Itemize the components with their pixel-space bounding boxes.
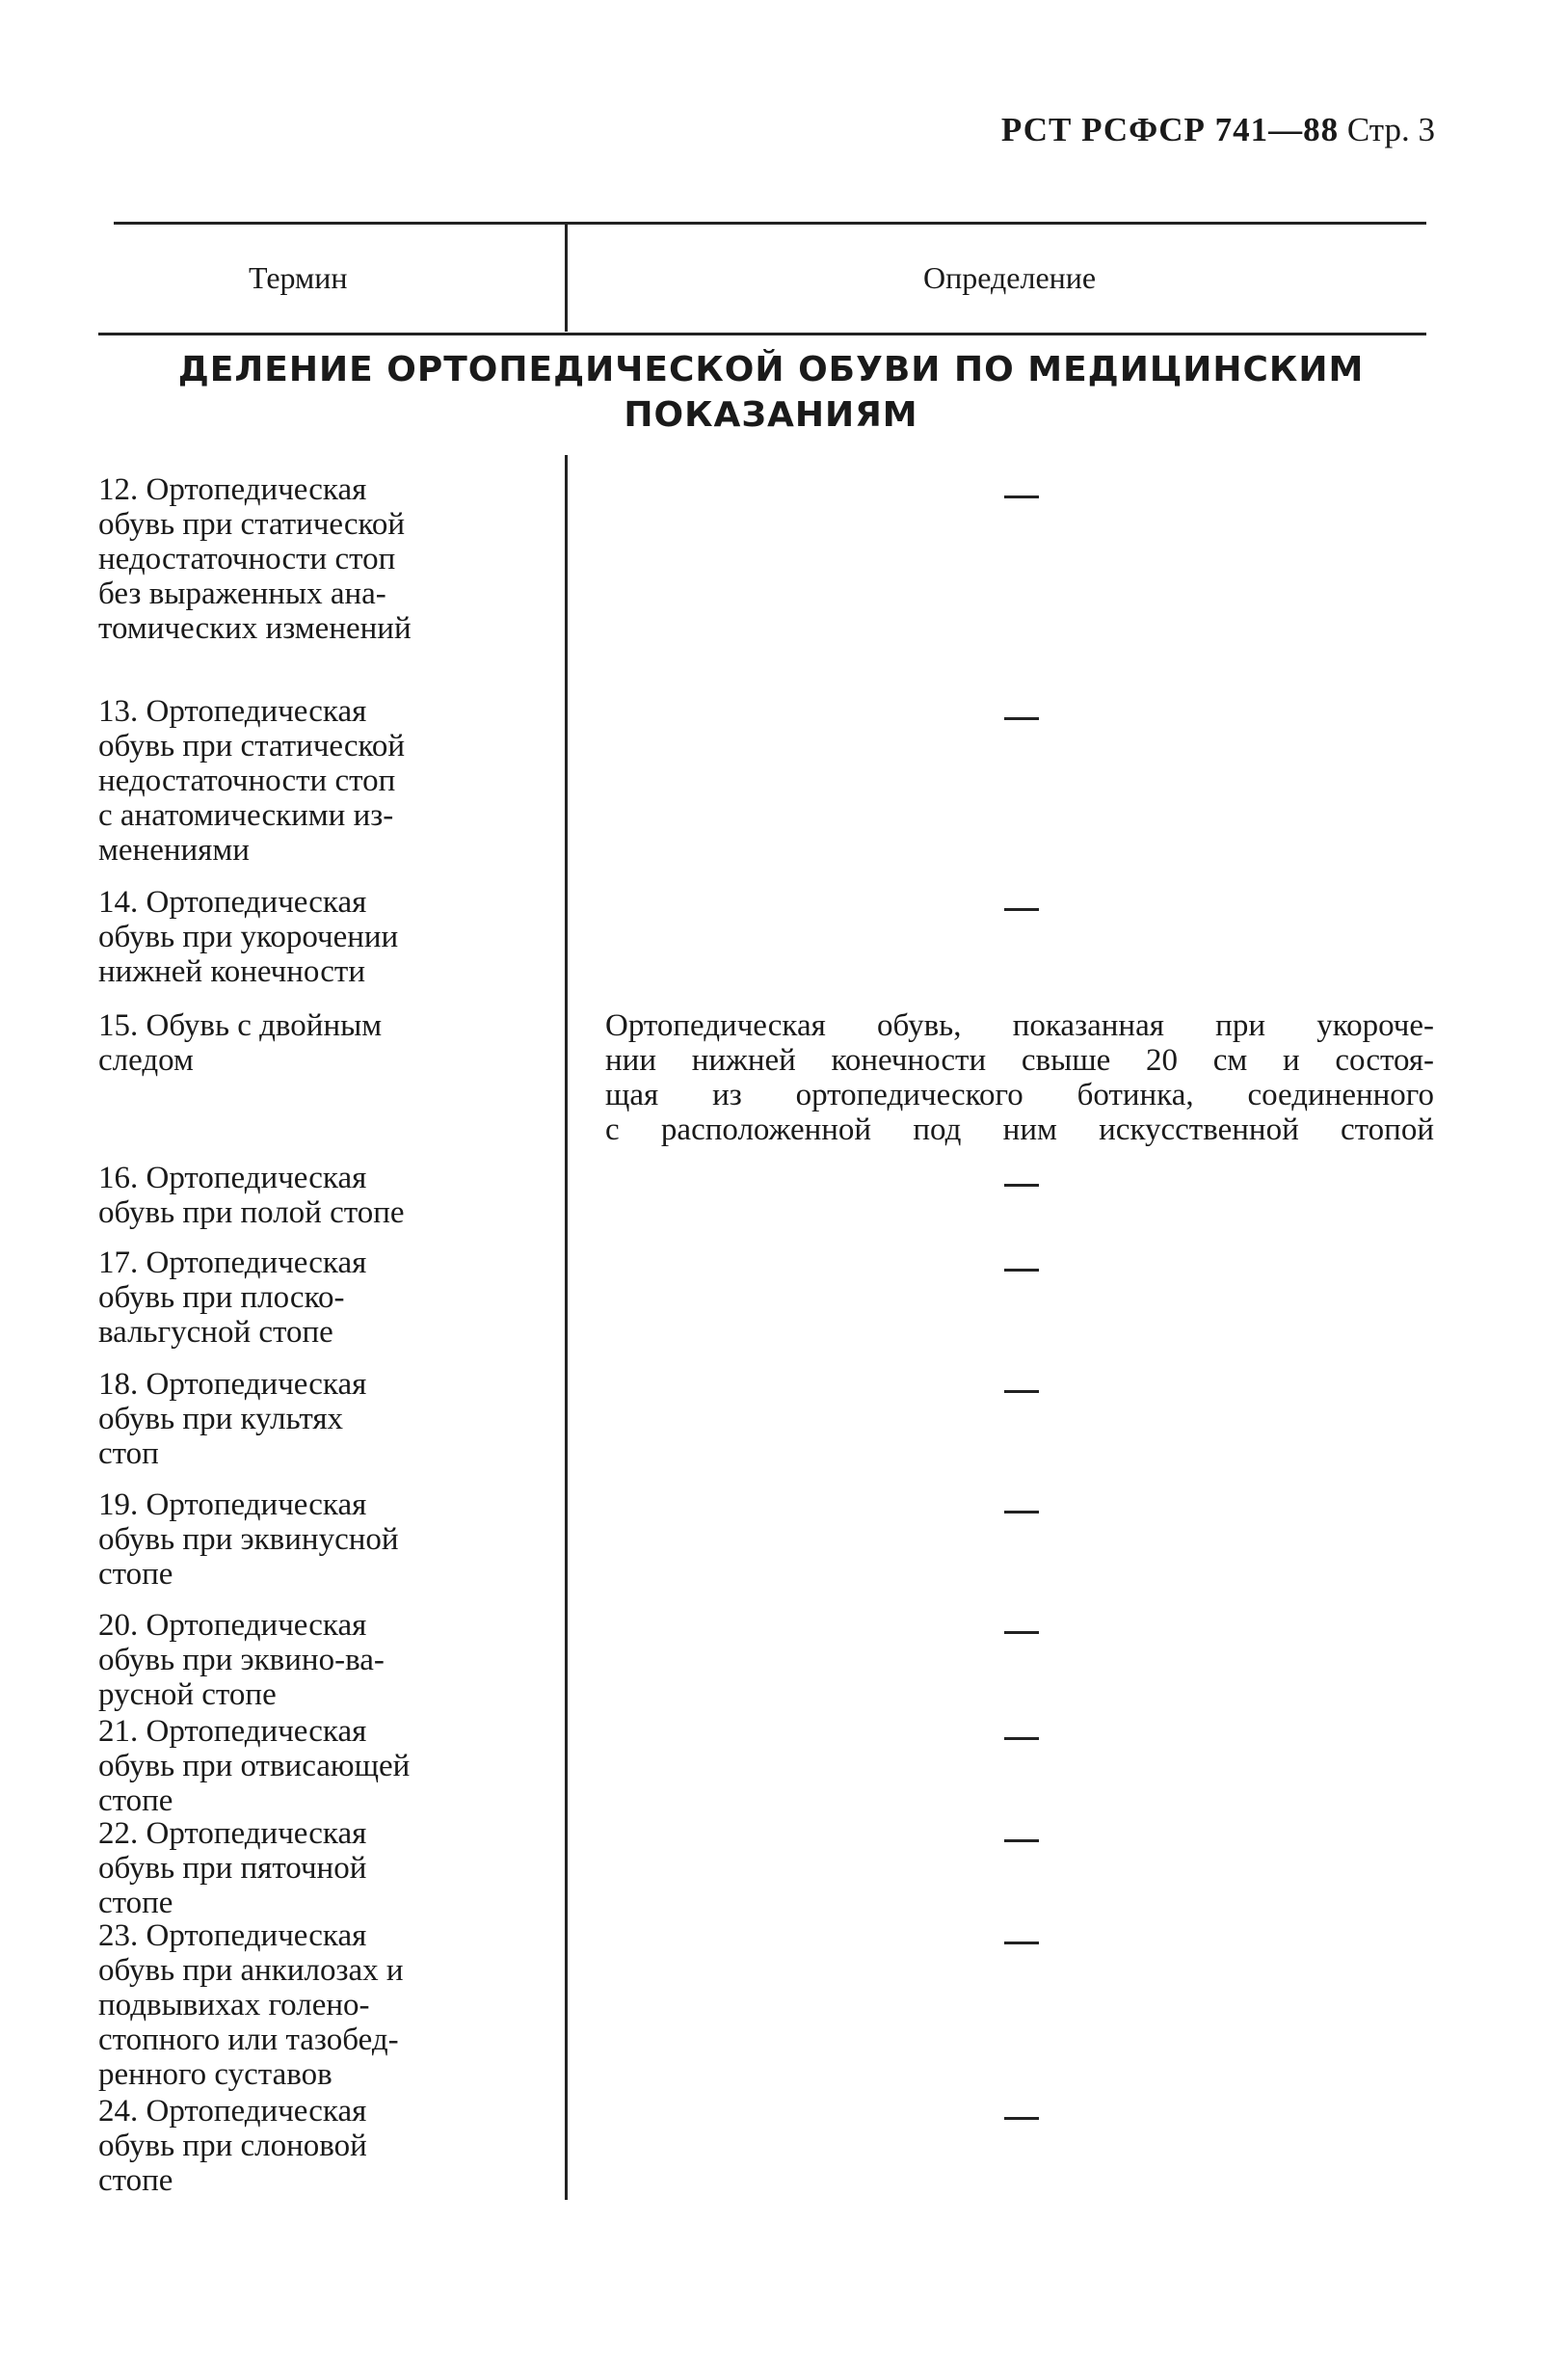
term-number: 15.: [98, 1008, 146, 1043]
definition-line: Ортопедическая обувь, показанная при укороче-: [605, 1008, 1434, 1043]
definition-line: щая из ортопедического ботинка, соединенного: [605, 1078, 1434, 1112]
definition-dash: [1004, 1942, 1039, 1944]
term-entry-21: [98, 1714, 551, 1818]
term-text: Ортопедическая обувь при анкилозах и подвывихах голено- стопного или тазобед- ренного суставов: [98, 1918, 404, 2092]
section-title: ДЕЛЕНИЕ ОРТОПЕДИЧЕСКОЙ ОБУВИ ПО МЕДИЦИНСКИМ ПОКАЗАНИЯМ: [177, 350, 1365, 435]
definition-dash: [1004, 1269, 1039, 1272]
term-entry-19: [98, 1487, 551, 1592]
term-text: Ортопедическая обувь при эквино-ва- русной стопе: [98, 1608, 385, 1712]
term-number: 16.: [98, 1161, 146, 1195]
definition-dash: [1004, 1839, 1039, 1842]
table-top-rule: [114, 222, 1426, 225]
table-header-rule: [98, 333, 1426, 335]
term-entry-24: [98, 2094, 551, 2198]
definition-dash: [1004, 496, 1039, 498]
term-text: Ортопедическая обувь при отвисающей стопе: [98, 1714, 411, 1818]
term-number: 12.: [98, 472, 146, 507]
definition-dash: [1004, 908, 1039, 911]
term-text: Обувь с двойным следом: [98, 1008, 383, 1078]
running-header: [1001, 111, 1435, 149]
term-entry-22: [98, 1816, 551, 1920]
definition-dash: [1004, 1511, 1039, 1513]
term-entry-15: [98, 1008, 551, 1078]
definition-dash: [1004, 1737, 1039, 1740]
term-entry-18: [98, 1367, 551, 1471]
term-number: 17.: [98, 1245, 146, 1280]
term-text: Ортопедическая обувь при пяточной стопе: [98, 1816, 367, 1920]
column-header-term: Термин: [249, 260, 348, 295]
term-text: Ортопедическая обувь при слоновой стопе: [98, 2094, 367, 2198]
column-header-definition: Определение: [923, 260, 1097, 295]
definition-dash: [1004, 1390, 1039, 1393]
page-number: Стр. 3: [1346, 111, 1435, 148]
term-number: 24.: [98, 2094, 146, 2129]
term-entry-23: [98, 1918, 551, 2092]
term-number: 14.: [98, 885, 146, 920]
definition-dash: [1004, 1184, 1039, 1187]
term-text: Ортопедическая обувь при статической недостаточности стоп без выраженных ана- томических изменений: [98, 472, 412, 646]
term-number: 20.: [98, 1608, 146, 1643]
term-text: Ортопедическая обувь при полой стопе: [98, 1161, 405, 1230]
definition-text: [605, 1008, 1434, 1147]
term-text: Ортопедическая обувь при эквинусной стопе: [98, 1487, 399, 1592]
document-code: РСТ РСФСР 741—88: [1000, 111, 1340, 148]
term-entry-13: [98, 694, 551, 868]
term-entry-20: [98, 1608, 551, 1712]
term-text: Ортопедическая обувь при укорочении нижней конечности: [98, 885, 399, 989]
term-number: 23.: [98, 1918, 146, 1953]
term-number: 22.: [98, 1816, 146, 1851]
term-entry-12: [98, 472, 551, 646]
header-column-divider: [565, 224, 568, 332]
term-number: 21.: [98, 1714, 146, 1749]
term-text: Ортопедическая обувь при плоско- вальгусной стопе: [98, 1245, 367, 1350]
term-number: 18.: [98, 1367, 146, 1402]
term-number: 13.: [98, 694, 146, 729]
term-entry-16: [98, 1161, 551, 1230]
term-number: 19.: [98, 1487, 146, 1522]
body-column-divider: [565, 455, 568, 2200]
definition-dash: [1004, 1631, 1039, 1634]
definition-line: нии нижней конечности свыше 20 см и состоя-: [605, 1043, 1434, 1078]
definition-dash: [1004, 717, 1039, 720]
term-entry-14: [98, 885, 551, 989]
definition-line: с расположенной под ним искусственной стопой: [605, 1112, 1434, 1147]
term-text: Ортопедическая обувь при статической недостаточности стоп с анатомическими из- менениями: [98, 694, 406, 868]
term-entry-17: [98, 1245, 551, 1350]
term-text: Ортопедическая обувь при культях стоп: [98, 1367, 367, 1471]
definition-dash: [1004, 2117, 1039, 2120]
